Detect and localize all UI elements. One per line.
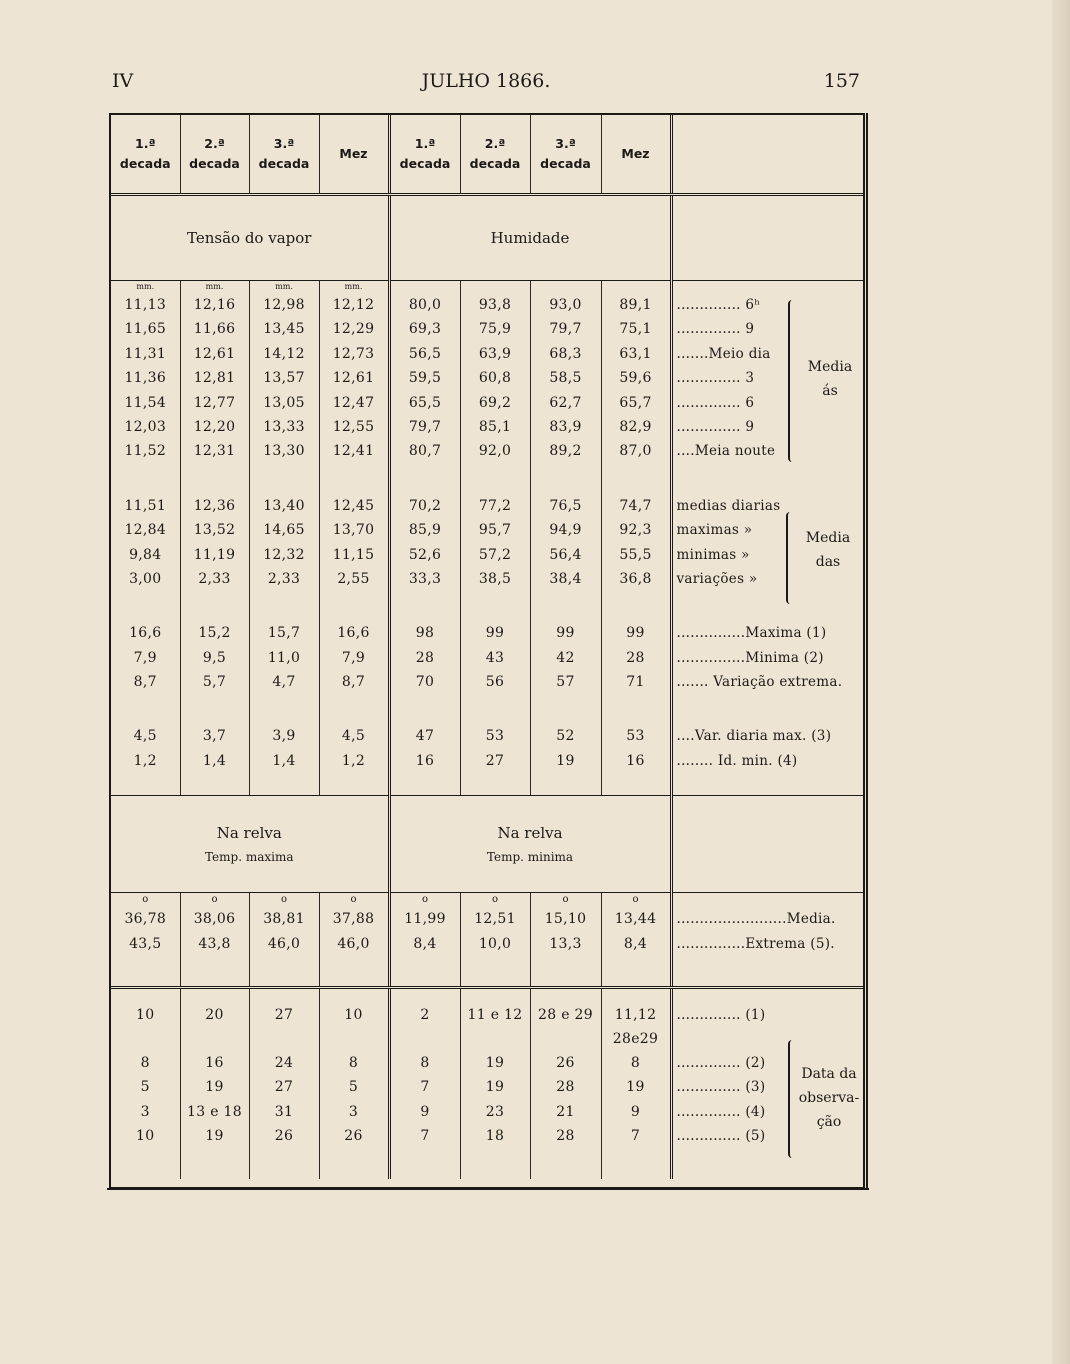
table-cell: 1,2 <box>133 752 157 769</box>
table-cell: 12,03 <box>124 418 167 435</box>
table-cell: 3,00 <box>129 570 162 587</box>
table-cell: 9 <box>389 1100 460 1124</box>
table-cell: 79,7 <box>530 317 601 341</box>
table-cell: 70,2 <box>389 494 460 518</box>
table-cell: 11,51 <box>124 497 167 514</box>
table-cell: 76,5 <box>530 494 601 518</box>
table-cell: 11,65 <box>124 321 167 338</box>
table-cell: 28 <box>530 1124 601 1148</box>
table-cell: 8,7 <box>319 670 389 694</box>
table-cell: 19 <box>530 749 601 773</box>
table-cell: 2 <box>389 1003 460 1051</box>
table-row <box>111 391 863 415</box>
table-cell: 28 <box>389 646 460 670</box>
section-header-row <box>111 195 863 281</box>
table-row <box>111 907 863 931</box>
row-description: ...............Minima (2) <box>676 649 824 666</box>
table-cell: 1,4 <box>180 749 249 773</box>
table-cell: 13,57 <box>249 366 319 390</box>
table-cell: 12,98 <box>249 293 319 317</box>
table-cell: 38,81 <box>249 907 319 931</box>
table-cell: 7 <box>389 1075 460 1099</box>
table-cell: 12,16 <box>180 293 249 317</box>
table-cell: 27 <box>249 1003 319 1051</box>
table-row <box>111 1100 863 1124</box>
table-row <box>111 518 863 542</box>
table-cell: 12,55 <box>319 415 389 439</box>
bracket-label-dates: Data da observa- ção <box>798 1066 860 1130</box>
table-cell: 93,8 <box>460 293 530 317</box>
table-row <box>111 415 863 439</box>
table-cell: 3 <box>319 1100 389 1124</box>
table-cell: 12,51 <box>460 907 530 931</box>
table-row <box>111 293 863 317</box>
table-cell: 12,20 <box>180 415 249 439</box>
table-cell: 28 <box>601 646 671 670</box>
table-cell: 13,45 <box>249 317 319 341</box>
row-description: .............. (2) <box>676 1055 766 1072</box>
page-number: 157 <box>823 70 860 92</box>
table-cell: 12,84 <box>124 522 167 539</box>
table-cell: 53 <box>460 724 530 748</box>
table-cell: 12,45 <box>319 494 389 518</box>
table-cell: 63,9 <box>460 342 530 366</box>
table-cell: 8 <box>319 1051 389 1075</box>
row-description: .............. 9 <box>676 418 755 435</box>
table-cell: 99 <box>530 621 601 645</box>
table-cell: 13,05 <box>249 391 319 415</box>
frame-outer-bottom <box>107 1188 869 1190</box>
block-observation-dates <box>111 1003 863 1149</box>
table-cell: 16,6 <box>129 625 162 642</box>
table-cell: 99 <box>601 621 671 645</box>
block-daily-means <box>111 494 863 592</box>
col-header: 1.ª decada <box>389 115 460 195</box>
table-cell: 13,52 <box>180 518 249 542</box>
table-row <box>111 1003 863 1051</box>
row-description: .............. 9 <box>676 321 755 338</box>
brace-hourly <box>788 300 796 462</box>
table-cell: 4,7 <box>249 670 319 694</box>
table-cell: 14,12 <box>249 342 319 366</box>
table-cell: 59,5 <box>389 366 460 390</box>
table-cell: 11,0 <box>249 646 319 670</box>
table-cell: 5 <box>140 1079 150 1096</box>
table-cell: 16 <box>601 749 671 773</box>
col-header: 2.ª decada <box>180 115 249 195</box>
row-description: .............. 3 <box>676 370 755 387</box>
table-cell: 26 <box>249 1124 319 1148</box>
table-cell: 59,6 <box>601 366 671 390</box>
table-cell: 65,7 <box>601 391 671 415</box>
table-cell: 12,12 <box>319 293 389 317</box>
table-cell: 55,5 <box>601 543 671 567</box>
table-cell: 85,1 <box>460 415 530 439</box>
row-description: minimas » <box>676 546 750 563</box>
table-cell: 95,7 <box>460 518 530 542</box>
table-cell: 10 <box>136 1007 155 1024</box>
table-cell: 46,0 <box>319 932 389 956</box>
table-cell: 5,7 <box>180 670 249 694</box>
table-cell: 15,2 <box>180 621 249 645</box>
table-cell: 21 <box>530 1100 601 1124</box>
row-description: maximas » <box>676 522 753 539</box>
table-row <box>111 567 863 591</box>
brace-dates <box>788 1040 796 1158</box>
table-cell: 19 <box>180 1075 249 1099</box>
table-cell: 2,33 <box>249 567 319 591</box>
table-cell: 11 e 12 <box>460 1003 530 1051</box>
table-cell: 8,4 <box>389 932 460 956</box>
table-cell: 3,9 <box>249 724 319 748</box>
row-description: medias diarias <box>676 497 781 514</box>
table-cell: 74,7 <box>601 494 671 518</box>
page-title: JULHO 1866. <box>421 70 551 92</box>
brace-daily <box>786 512 794 604</box>
table-cell: 2,33 <box>180 567 249 591</box>
col-header: 3.ª decada <box>249 115 319 195</box>
table-cell: 12,77 <box>180 391 249 415</box>
row-description: ....Var. diaria max. (3) <box>676 728 832 745</box>
table-cell: 62,7 <box>530 391 601 415</box>
row-description: .............. (3) <box>676 1079 766 1096</box>
unit-row: mm. mm. mm. mm. <box>111 281 863 294</box>
column-header-row <box>111 115 863 195</box>
table-cell: 11,52 <box>124 443 167 460</box>
row-description: ........................Media. <box>676 911 836 928</box>
table-cell: 12,32 <box>249 543 319 567</box>
row-description: ...............Extrema (5). <box>676 935 835 952</box>
table-row <box>111 494 863 518</box>
row-description: .............. 6 <box>676 394 755 411</box>
table-cell: 16 <box>389 749 460 773</box>
table-row <box>111 724 863 748</box>
table-cell: 43,5 <box>129 935 162 952</box>
page-header <box>112 70 860 94</box>
table-cell: 37,88 <box>319 907 389 931</box>
table-row <box>111 366 863 390</box>
table-row <box>111 646 863 670</box>
table-row <box>111 439 863 463</box>
table-cell: 71 <box>601 670 671 694</box>
table-cell: 60,8 <box>460 366 530 390</box>
table-row <box>111 621 863 645</box>
section-title-grass-max: Na relva Temp. maxima <box>111 796 389 893</box>
table-cell: 27 <box>249 1075 319 1099</box>
table-cell: 87,0 <box>601 439 671 463</box>
table-cell: 20 <box>180 1003 249 1051</box>
table-cell: 98 <box>389 621 460 645</box>
row-description: .......Meio dia <box>676 345 771 362</box>
block-extremes <box>111 621 863 694</box>
table-cell: 38,4 <box>530 567 601 591</box>
table-cell: 77,2 <box>460 494 530 518</box>
table-cell: 5 <box>319 1075 389 1099</box>
table-cell: 13,33 <box>249 415 319 439</box>
col-header: Mez <box>319 115 389 195</box>
grass-temp-header-row <box>111 796 863 893</box>
table-cell: 19 <box>460 1051 530 1075</box>
table-cell: 82,9 <box>601 415 671 439</box>
table-cell: 46,0 <box>249 932 319 956</box>
table-cell: 13,3 <box>530 932 601 956</box>
table-cell: 4,5 <box>133 728 157 745</box>
table-cell: 7,9 <box>133 649 157 666</box>
table-cell: 12,47 <box>319 391 389 415</box>
section-title-grass-min: Na relva Temp. minima <box>389 796 671 893</box>
table-cell: 15,10 <box>530 907 601 931</box>
table-cell: 19 <box>180 1124 249 1148</box>
table-row <box>111 1051 863 1075</box>
table-cell: 8,7 <box>133 674 157 691</box>
table-cell: 92,3 <box>601 518 671 542</box>
table-row <box>111 1124 863 1148</box>
table-cell: 23 <box>460 1100 530 1124</box>
table-cell: 4,5 <box>319 724 389 748</box>
table-cell: 12,73 <box>319 342 389 366</box>
table-cell: 92,0 <box>460 439 530 463</box>
block-hourly-means <box>111 293 863 464</box>
table-cell: 11,66 <box>180 317 249 341</box>
page-edge <box>1052 0 1070 1364</box>
table-cell: 31 <box>249 1100 319 1124</box>
table-row <box>111 317 863 341</box>
table-cell: 65,5 <box>389 391 460 415</box>
table-cell: 11,54 <box>124 394 167 411</box>
table-cell: 16 <box>180 1051 249 1075</box>
bracket-label-hourly: Media ás <box>807 359 853 399</box>
table-cell: 75,1 <box>601 317 671 341</box>
table-row <box>111 932 863 956</box>
table-cell: 9,5 <box>180 646 249 670</box>
table-cell: 10,0 <box>460 932 530 956</box>
table-cell: 13,70 <box>319 518 389 542</box>
col-header: 1.ª decada <box>111 115 180 195</box>
table-cell: 2,55 <box>319 567 389 591</box>
table-cell: 1,4 <box>249 749 319 773</box>
table-cell: 7,9 <box>319 646 389 670</box>
table-cell: 75,9 <box>460 317 530 341</box>
table-row <box>111 543 863 567</box>
table-cell: 69,2 <box>460 391 530 415</box>
table-cell: 12,31 <box>180 439 249 463</box>
table-cell: 89,2 <box>530 439 601 463</box>
table-cell: 18 <box>460 1124 530 1148</box>
section-number: IV <box>112 70 134 92</box>
col-header: 2.ª decada <box>460 115 530 195</box>
table-cell: 28 e 29 <box>530 1003 601 1051</box>
table-cell: 42 <box>530 646 601 670</box>
table-cell: 12,61 <box>180 342 249 366</box>
table-cell: 9 <box>601 1100 671 1124</box>
table-cell: 12,61 <box>319 366 389 390</box>
table-cell: 53 <box>601 724 671 748</box>
table-cell: 26 <box>530 1051 601 1075</box>
table-cell: 10 <box>136 1128 155 1145</box>
table-cell: 94,9 <box>530 518 601 542</box>
table-cell: 3 <box>140 1103 150 1120</box>
table-cell: 11,31 <box>124 345 167 362</box>
table-cell: 56,5 <box>389 342 460 366</box>
table-cell: 52 <box>530 724 601 748</box>
table-cell: 12,36 <box>180 494 249 518</box>
table-cell: 16,6 <box>319 621 389 645</box>
table-cell: 10 <box>319 1003 389 1051</box>
table-cell: 26 <box>319 1124 389 1148</box>
table-cell: 47 <box>389 724 460 748</box>
table-cell: 36,78 <box>124 911 167 928</box>
table-cell: 68,3 <box>530 342 601 366</box>
table-cell: 11,99 <box>389 907 460 931</box>
table-cell: 43,8 <box>180 932 249 956</box>
table-cell: 11,15 <box>319 543 389 567</box>
row-description: ....Meia noute <box>676 443 776 460</box>
block-daily-variation <box>111 724 863 773</box>
table-cell: 7 <box>389 1124 460 1148</box>
table-cell: 56 <box>460 670 530 694</box>
desc-header <box>671 115 863 195</box>
table-cell: 36,8 <box>601 567 671 591</box>
table-cell: 11,12 28e29 <box>601 1003 671 1051</box>
table-cell: 33,3 <box>389 567 460 591</box>
table-cell: 13,44 <box>601 907 671 931</box>
table-cell: 7 <box>601 1124 671 1148</box>
row-description: .............. (4) <box>676 1103 766 1120</box>
row-description: .............. (5) <box>676 1128 766 1145</box>
table-cell: 80,0 <box>389 293 460 317</box>
table-cell: 57 <box>530 670 601 694</box>
table-cell: 70 <box>389 670 460 694</box>
table-cell: 3,7 <box>180 724 249 748</box>
col-header: Mez <box>601 115 671 195</box>
table-cell: 56,4 <box>530 543 601 567</box>
table-cell: 8 <box>601 1051 671 1075</box>
table-row <box>111 1075 863 1099</box>
table-cell: 79,7 <box>389 415 460 439</box>
col-header: 3.ª decada <box>530 115 601 195</box>
table-cell: 8,4 <box>601 932 671 956</box>
table-cell: 8 <box>140 1055 150 1072</box>
table-cell: 58,5 <box>530 366 601 390</box>
table-cell: 19 <box>601 1075 671 1099</box>
table-cell: 80,7 <box>389 439 460 463</box>
row-description: .............. (1) <box>676 1007 766 1024</box>
table-cell: 11,13 <box>124 297 167 313</box>
section-title-humidity: Humidade <box>389 195 671 281</box>
table-cell: 69,3 <box>389 317 460 341</box>
meteorological-table <box>111 115 863 1179</box>
row-description: .............. 6ʰ <box>676 297 761 313</box>
table-cell: 8 <box>389 1051 460 1075</box>
table-cell: 43 <box>460 646 530 670</box>
table-cell: 63,1 <box>601 342 671 366</box>
table-cell: 99 <box>460 621 530 645</box>
table-cell: 1,2 <box>319 749 389 773</box>
table-cell: 9,84 <box>129 546 162 563</box>
table-cell: 27 <box>460 749 530 773</box>
table-cell: 13 e 18 <box>180 1100 249 1124</box>
table-cell: 14,65 <box>249 518 319 542</box>
table-cell: 12,41 <box>319 439 389 463</box>
table-cell: 52,6 <box>389 543 460 567</box>
table-cell: 12,29 <box>319 317 389 341</box>
table-cell: 28 <box>530 1075 601 1099</box>
table-cell: 83,9 <box>530 415 601 439</box>
bracket-label-daily: Media das <box>805 530 851 570</box>
table-cell: 93,0 <box>530 293 601 317</box>
table-cell: 85,9 <box>389 518 460 542</box>
table-cell: 13,40 <box>249 494 319 518</box>
row-description: ...............Maxima (1) <box>676 625 827 642</box>
table-cell: 24 <box>249 1051 319 1075</box>
table-cell: 11,36 <box>124 370 167 387</box>
table-cell: 89,1 <box>601 293 671 317</box>
table-cell: 19 <box>460 1075 530 1099</box>
degree-row: o o o o o o o o <box>111 893 863 908</box>
table-cell: 38,5 <box>460 567 530 591</box>
row-description: ....... Variação extrema. <box>676 674 843 691</box>
table-row <box>111 749 863 773</box>
row-description: ........ Id. min. (4) <box>676 752 798 769</box>
table-cell: 57,2 <box>460 543 530 567</box>
table-row <box>111 342 863 366</box>
table-cell: 12,81 <box>180 366 249 390</box>
table-cell: 11,19 <box>180 543 249 567</box>
frame-outer-right <box>866 113 868 1190</box>
table-cell: 13,30 <box>249 439 319 463</box>
section-title-vapor: Tensão do vapor <box>111 195 389 281</box>
table-row <box>111 670 863 694</box>
table-cell: 15,7 <box>249 621 319 645</box>
block-grass-temp <box>111 907 863 956</box>
table-cell: 38,06 <box>180 907 249 931</box>
row-description: variações » <box>676 570 758 587</box>
